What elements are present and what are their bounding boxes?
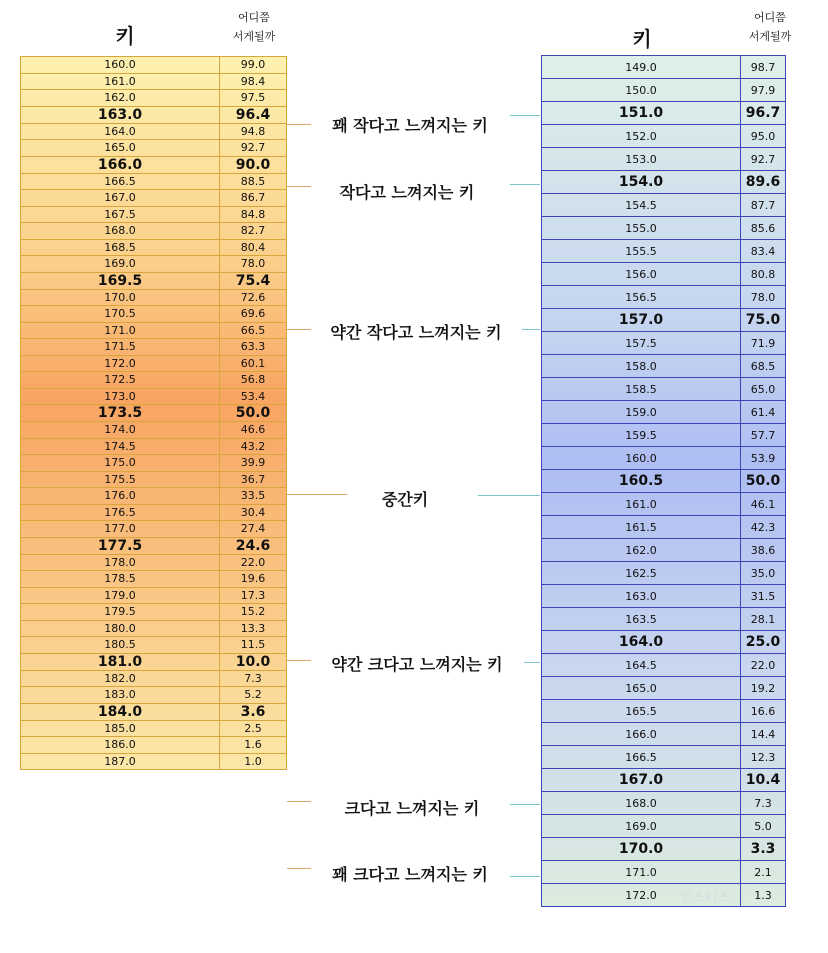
height-cell: 169.0 — [21, 256, 220, 273]
left-table-row — [21, 753, 287, 770]
rank-cell: 87.7 — [741, 194, 786, 217]
rank-cell: 57.7 — [741, 424, 786, 447]
height-cell: 177.0 — [21, 521, 220, 538]
rank-cell: 94.8 — [220, 123, 287, 140]
height-cell: 171.0 — [21, 322, 220, 339]
right-table-row — [542, 516, 786, 539]
height-cell: 165.0 — [542, 677, 741, 700]
height-cell: 150.0 — [542, 79, 741, 102]
rank-cell: 2.5 — [220, 720, 287, 737]
right-height-table — [541, 55, 786, 907]
height-cell: 182.0 — [21, 670, 220, 687]
height-cell: 187.0 — [21, 753, 220, 770]
annotation-short: 작다고 느껴지는 키 — [339, 183, 475, 202]
height-cell: 160.0 — [21, 57, 220, 74]
height-cell: 175.0 — [21, 455, 220, 472]
left-table-row — [21, 322, 287, 339]
rank-cell: 11.5 — [220, 637, 287, 654]
right-table-row — [542, 424, 786, 447]
connector-left-2 — [287, 186, 311, 187]
rank-cell: 53.9 — [741, 447, 786, 470]
rank-cell: 66.5 — [220, 322, 287, 339]
rank-cell: 61.4 — [741, 401, 786, 424]
height-cell: 164.0 — [21, 123, 220, 140]
left-table-row — [21, 720, 287, 737]
rank-cell: 42.3 — [741, 516, 786, 539]
annotation-quite-tall: 꽤 크다고 느껴지는 키 — [332, 865, 488, 884]
right-height-header: 키 — [632, 27, 652, 51]
right-table-row — [542, 838, 786, 861]
height-cell: 159.0 — [542, 401, 741, 424]
height-cell: 155.5 — [542, 240, 741, 263]
rank-cell: 88.5 — [220, 173, 287, 190]
rank-cell: 90.0 — [220, 156, 287, 173]
annotation-quite-short: 꽤 작다고 느껴지는 키 — [332, 116, 488, 135]
left-table-row — [21, 339, 287, 356]
right-table-row — [542, 539, 786, 562]
height-cell: 155.0 — [542, 217, 741, 240]
rank-cell: 19.6 — [220, 571, 287, 588]
rank-cell: 22.0 — [220, 554, 287, 571]
right-table-row — [542, 654, 786, 677]
height-cell: 176.5 — [21, 504, 220, 521]
rank-cell: 56.8 — [220, 372, 287, 389]
left-table-row — [21, 471, 287, 488]
left-table-row — [21, 637, 287, 654]
height-cell: 178.5 — [21, 571, 220, 588]
rank-cell: 92.7 — [741, 148, 786, 171]
connector-right-4 — [478, 495, 540, 496]
height-cell: 172.5 — [21, 372, 220, 389]
left-table-row — [21, 405, 287, 422]
right-table-row — [542, 309, 786, 332]
left-table-row — [21, 223, 287, 240]
rank-cell: 22.0 — [741, 654, 786, 677]
height-cell: 149.0 — [542, 56, 741, 79]
right-table-row — [542, 631, 786, 654]
height-cell: 167.5 — [21, 206, 220, 223]
height-cell: 170.0 — [21, 289, 220, 306]
rank-cell: 27.4 — [220, 521, 287, 538]
height-cell: 164.5 — [542, 654, 741, 677]
rank-cell: 80.4 — [220, 239, 287, 256]
height-cell: 173.0 — [21, 388, 220, 405]
right-table-row — [542, 263, 786, 286]
rank-cell: 31.5 — [741, 585, 786, 608]
height-cell: 157.0 — [542, 309, 741, 332]
height-cell: 166.0 — [542, 723, 741, 746]
rank-cell: 99.0 — [220, 57, 287, 74]
height-cell: 154.5 — [542, 194, 741, 217]
left-rank-header — [218, 8, 290, 46]
height-cell: 174.0 — [21, 422, 220, 439]
height-cell: 181.0 — [21, 653, 220, 670]
height-cell: 173.5 — [21, 405, 220, 422]
height-cell: 185.0 — [21, 720, 220, 737]
left-table-row — [21, 587, 287, 604]
height-cell: 158.5 — [542, 378, 741, 401]
left-table-row — [21, 670, 287, 687]
rank-cell: 53.4 — [220, 388, 287, 405]
left-table-row — [21, 372, 287, 389]
left-rank-header-line1: 어디쯤 — [238, 11, 270, 24]
height-cell: 162.5 — [542, 562, 741, 585]
left-table-row — [21, 355, 287, 372]
right-table-row — [542, 378, 786, 401]
rank-cell: 69.6 — [220, 306, 287, 323]
height-cell: 154.0 — [542, 171, 741, 194]
left-table-row — [21, 289, 287, 306]
rank-cell: 30.4 — [220, 504, 287, 521]
rank-cell: 35.0 — [741, 562, 786, 585]
right-table-row — [542, 884, 786, 907]
right-table-row — [542, 585, 786, 608]
left-table-row — [21, 521, 287, 538]
right-table-row — [542, 792, 786, 815]
rank-cell: 65.0 — [741, 378, 786, 401]
left-table-row — [21, 173, 287, 190]
height-cell: 158.0 — [542, 355, 741, 378]
left-table-row — [21, 73, 287, 90]
height-cell: 174.5 — [21, 438, 220, 455]
rank-cell: 75.0 — [741, 309, 786, 332]
annotation-slightly-short: 약간 작다고 느껴지는 키 — [330, 323, 502, 342]
height-cell: 168.5 — [21, 239, 220, 256]
right-table-row — [542, 240, 786, 263]
height-cell: 168.0 — [542, 792, 741, 815]
right-table-row — [542, 148, 786, 171]
height-cell: 160.5 — [542, 470, 741, 493]
right-table-row — [542, 493, 786, 516]
rank-cell: 46.1 — [741, 493, 786, 516]
rank-cell: 71.9 — [741, 332, 786, 355]
rank-cell: 10.4 — [741, 769, 786, 792]
height-cell: 161.5 — [542, 516, 741, 539]
height-cell: 167.0 — [21, 190, 220, 207]
height-cell: 166.5 — [542, 746, 741, 769]
rank-cell: 2.1 — [741, 861, 786, 884]
connector-left-3 — [287, 329, 311, 330]
rank-cell: 85.6 — [741, 217, 786, 240]
connector-left-6 — [287, 801, 311, 802]
connector-left-4 — [287, 494, 347, 495]
height-cell: 163.5 — [542, 608, 741, 631]
height-cell: 156.0 — [542, 263, 741, 286]
height-cell: 179.0 — [21, 587, 220, 604]
rank-cell: 82.7 — [220, 223, 287, 240]
right-table-row — [542, 355, 786, 378]
right-table-row — [542, 700, 786, 723]
watermark: 인스티즈 — [680, 891, 731, 906]
height-cell: 163.0 — [542, 585, 741, 608]
right-table-row — [542, 332, 786, 355]
height-cell: 156.5 — [542, 286, 741, 309]
left-table-row — [21, 653, 287, 670]
connector-right-6 — [510, 804, 540, 805]
height-cell: 167.0 — [542, 769, 741, 792]
height-cell: 161.0 — [542, 493, 741, 516]
height-cell: 170.5 — [21, 306, 220, 323]
rank-cell: 75.4 — [220, 272, 287, 289]
left-table-row — [21, 537, 287, 554]
right-table-row — [542, 102, 786, 125]
height-cell: 171.5 — [21, 339, 220, 356]
rank-cell: 86.7 — [220, 190, 287, 207]
rank-cell: 43.2 — [220, 438, 287, 455]
connector-left-5 — [287, 660, 311, 661]
height-cell: 172.0 — [542, 884, 741, 907]
left-table-row — [21, 256, 287, 273]
left-table-row — [21, 239, 287, 256]
right-table-row — [542, 171, 786, 194]
height-cell: 183.0 — [21, 687, 220, 704]
height-cell: 160.0 — [542, 447, 741, 470]
connector-right-2 — [510, 184, 540, 185]
left-table-row — [21, 123, 287, 140]
rank-cell: 15.2 — [220, 604, 287, 621]
left-table-row — [21, 190, 287, 207]
rank-cell: 25.0 — [741, 631, 786, 654]
left-table-row — [21, 571, 287, 588]
left-table-row — [21, 306, 287, 323]
right-table-row — [542, 447, 786, 470]
right-rank-header-line2: 서게될까 — [748, 30, 792, 43]
right-table-row — [542, 401, 786, 424]
rank-cell: 78.0 — [741, 286, 786, 309]
rank-cell: 72.6 — [220, 289, 287, 306]
rank-cell: 24.6 — [220, 537, 287, 554]
height-cell: 168.0 — [21, 223, 220, 240]
annotation-average: 중간키 — [381, 490, 429, 509]
height-cell: 171.0 — [542, 861, 741, 884]
rank-cell: 1.6 — [220, 737, 287, 754]
left-table-row — [21, 488, 287, 505]
left-table-row — [21, 604, 287, 621]
rank-cell: 39.9 — [220, 455, 287, 472]
rank-cell: 7.3 — [741, 792, 786, 815]
left-table-row — [21, 272, 287, 289]
left-table-row — [21, 156, 287, 173]
left-table-row — [21, 554, 287, 571]
rank-cell: 78.0 — [220, 256, 287, 273]
right-table-row — [542, 723, 786, 746]
rank-cell: 98.7 — [741, 56, 786, 79]
right-table-row — [542, 562, 786, 585]
rank-cell: 97.9 — [741, 79, 786, 102]
height-cell: 170.0 — [542, 838, 741, 861]
rank-cell: 89.6 — [741, 171, 786, 194]
height-cell: 164.0 — [542, 631, 741, 654]
height-cell: 180.5 — [21, 637, 220, 654]
right-table-row — [542, 56, 786, 79]
left-table-row — [21, 737, 287, 754]
rank-cell: 80.8 — [741, 263, 786, 286]
height-cell: 184.0 — [21, 703, 220, 720]
left-table-row — [21, 504, 287, 521]
rank-cell: 33.5 — [220, 488, 287, 505]
right-table-row — [542, 194, 786, 217]
left-table-row — [21, 90, 287, 107]
rank-cell: 68.5 — [741, 355, 786, 378]
rank-cell: 50.0 — [220, 405, 287, 422]
right-table-row — [542, 79, 786, 102]
left-rank-header-line2: 서게될까 — [232, 30, 276, 43]
connector-left-1 — [287, 124, 311, 125]
height-cell: 166.0 — [21, 156, 220, 173]
height-cell: 180.0 — [21, 620, 220, 637]
height-cell: 177.5 — [21, 537, 220, 554]
rank-cell: 96.7 — [741, 102, 786, 125]
rank-cell: 3.6 — [220, 703, 287, 720]
rank-cell: 46.6 — [220, 422, 287, 439]
annotation-tall: 크다고 느껴지는 키 — [344, 799, 480, 818]
rank-cell: 1.0 — [220, 753, 287, 770]
rank-cell: 1.3 — [741, 884, 786, 907]
left-table-row — [21, 687, 287, 704]
rank-cell: 13.3 — [220, 620, 287, 637]
right-table-row — [542, 769, 786, 792]
rank-cell: 3.3 — [741, 838, 786, 861]
left-height-table — [20, 56, 287, 770]
left-table-row — [21, 620, 287, 637]
connector-right-5 — [524, 662, 540, 663]
rank-cell: 96.4 — [220, 106, 287, 123]
connector-right-1 — [510, 115, 540, 116]
height-cell: 179.5 — [21, 604, 220, 621]
right-table-row — [542, 286, 786, 309]
height-cell: 172.0 — [21, 355, 220, 372]
rank-cell: 12.3 — [741, 746, 786, 769]
height-cell: 166.5 — [21, 173, 220, 190]
right-table-row — [542, 677, 786, 700]
connector-left-7 — [287, 868, 311, 869]
rank-cell: 17.3 — [220, 587, 287, 604]
height-cell: 169.0 — [542, 815, 741, 838]
right-rank-header-line1: 어디쯤 — [754, 11, 786, 24]
height-cell: 161.0 — [21, 73, 220, 90]
height-cell: 162.0 — [21, 90, 220, 107]
rank-cell: 95.0 — [741, 125, 786, 148]
right-table-row — [542, 746, 786, 769]
rank-cell: 5.0 — [741, 815, 786, 838]
connector-right-7 — [510, 876, 540, 877]
right-table-row — [542, 217, 786, 240]
height-cell: 178.0 — [21, 554, 220, 571]
rank-cell: 7.3 — [220, 670, 287, 687]
height-cell: 165.0 — [21, 140, 220, 157]
left-table-row — [21, 206, 287, 223]
rank-cell: 14.4 — [741, 723, 786, 746]
height-cell: 169.5 — [21, 272, 220, 289]
height-cell: 176.0 — [21, 488, 220, 505]
left-height-header: 키 — [115, 24, 135, 48]
height-cell: 157.5 — [542, 332, 741, 355]
rank-cell: 50.0 — [741, 470, 786, 493]
right-table-row — [542, 608, 786, 631]
rank-cell: 97.5 — [220, 90, 287, 107]
rank-cell: 28.1 — [741, 608, 786, 631]
rank-cell: 10.0 — [220, 653, 287, 670]
rank-cell: 60.1 — [220, 355, 287, 372]
rank-cell: 19.2 — [741, 677, 786, 700]
rank-cell: 63.3 — [220, 339, 287, 356]
height-cell: 151.0 — [542, 102, 741, 125]
left-table-row — [21, 140, 287, 157]
height-cell: 163.0 — [21, 106, 220, 123]
left-table-row — [21, 455, 287, 472]
left-table-row — [21, 57, 287, 74]
right-table-row — [542, 125, 786, 148]
rank-cell: 5.2 — [220, 687, 287, 704]
rank-cell: 83.4 — [741, 240, 786, 263]
left-table-row — [21, 422, 287, 439]
rank-cell: 16.6 — [741, 700, 786, 723]
right-table-row — [542, 861, 786, 884]
rank-cell: 38.6 — [741, 539, 786, 562]
height-cell: 153.0 — [542, 148, 741, 171]
right-rank-header — [730, 8, 810, 46]
height-cell: 175.5 — [21, 471, 220, 488]
left-table-row — [21, 106, 287, 123]
annotation-slightly-tall: 약간 크다고 느껴지는 키 — [331, 655, 503, 674]
height-cell: 165.5 — [542, 700, 741, 723]
rank-cell: 84.8 — [220, 206, 287, 223]
right-table-row — [542, 815, 786, 838]
rank-cell: 92.7 — [220, 140, 287, 157]
height-cell: 152.0 — [542, 125, 741, 148]
left-table-row — [21, 388, 287, 405]
left-table-row — [21, 438, 287, 455]
height-cell: 162.0 — [542, 539, 741, 562]
left-table-row — [21, 703, 287, 720]
height-cell: 159.5 — [542, 424, 741, 447]
connector-right-3 — [522, 329, 540, 330]
rank-cell: 36.7 — [220, 471, 287, 488]
rank-cell: 98.4 — [220, 73, 287, 90]
height-cell: 186.0 — [21, 737, 220, 754]
right-table-row — [542, 470, 786, 493]
